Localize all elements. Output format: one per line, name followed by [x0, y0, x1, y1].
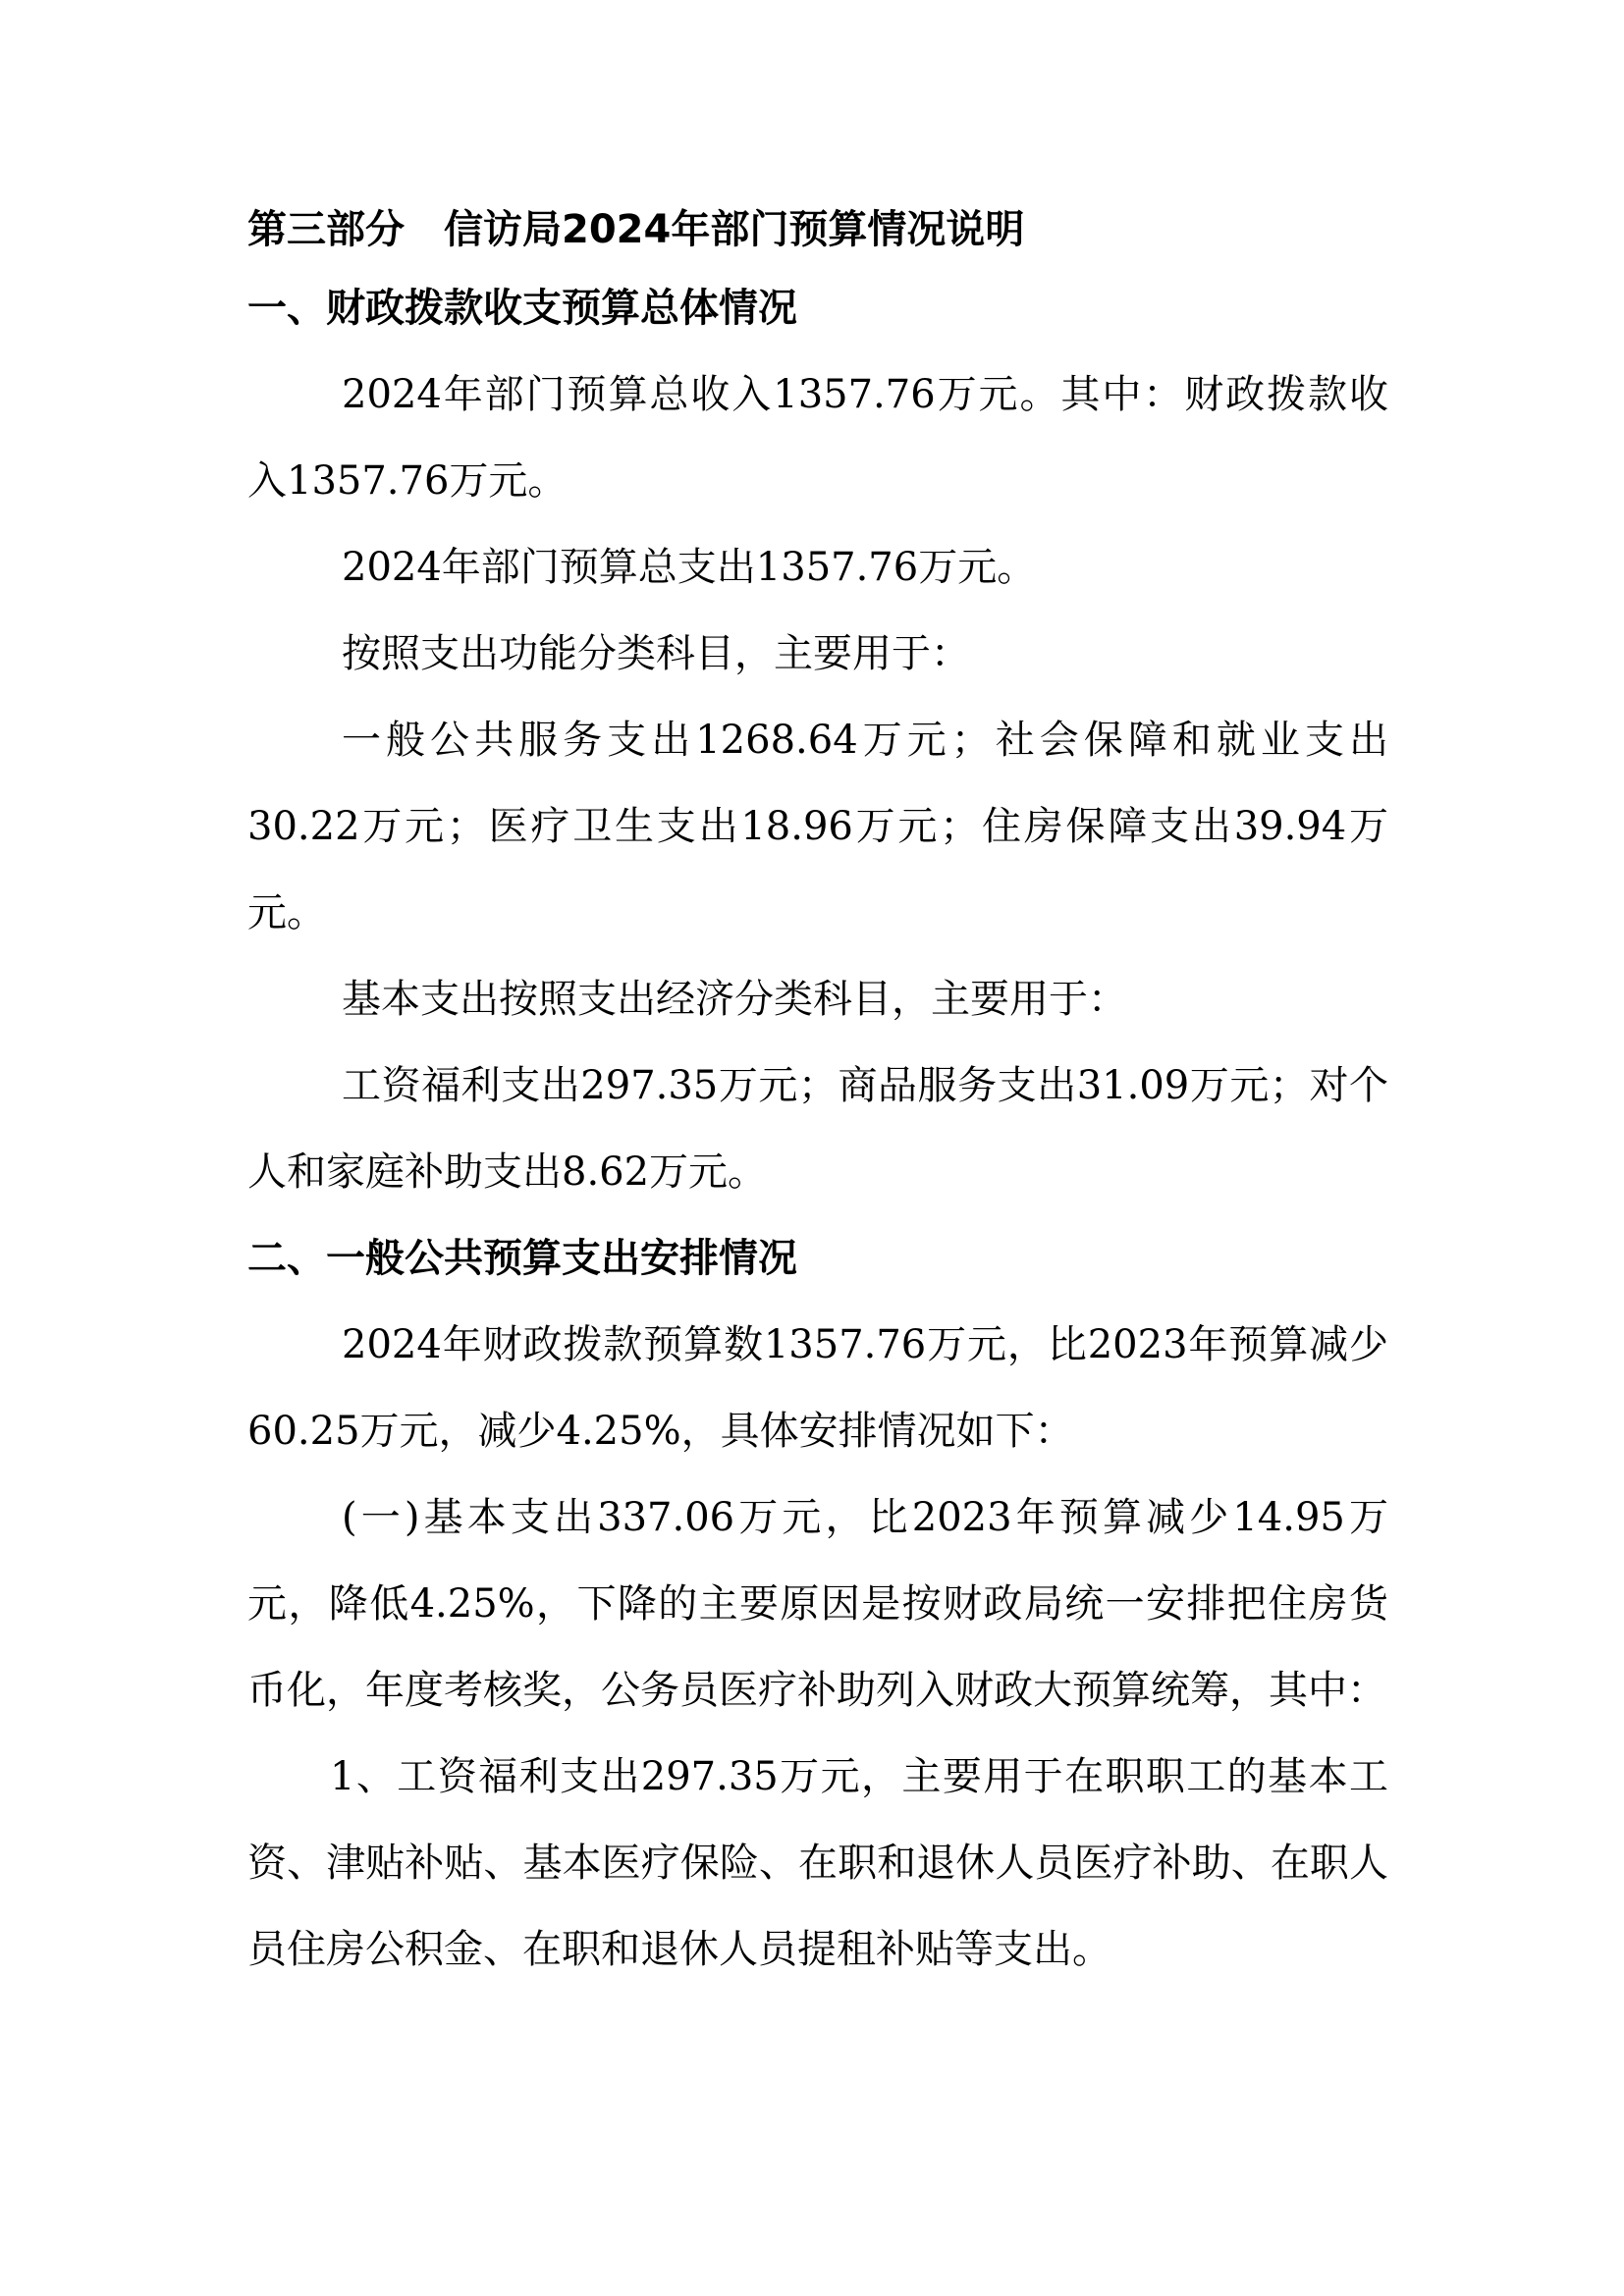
section-heading-1: 一、财政拨款收支预算总体情况	[247, 286, 797, 331]
title-main-text: 信访局2024年部门预算情况说明	[444, 207, 1025, 252]
paragraph-economic-intro: 基本支出按照支出经济分类科目，主要用于：	[342, 977, 1127, 1022]
paragraph-functional-intro: 按照支出功能分类科目，主要用于：	[342, 631, 970, 676]
paragraph-salary-welfare: 1、工资福利支出297.35万元，主要用于在职职工的基本工资、津贴补贴、基本医疗保险、在职和退休人员医疗补助、在职人员住房公积金、在职和退休人员提租补贴等支出。	[247, 1754, 1388, 1972]
paragraph-functional-breakdown: 一般公共服务支出1268.64万元；社会保障和就业支出30.22万元；医疗卫生支出18.96万元；住房保障支出39.94万元。	[247, 718, 1388, 935]
paragraph-total-income: 2024年部门预算总收入1357.76万元。其中：财政拨款收入1357.76万元。	[247, 372, 1388, 504]
document-page	[247, 208, 1388, 1993]
paragraph-appropriation-total: 2024年财政拨款预算数1357.76万元，比2023年预算减少60.25万元，减少4.25%，具体安排情况如下：	[247, 1322, 1388, 1454]
paragraph-economic-breakdown: 工资福利支出297.35万元；商品服务支出31.09万元；对个人和家庭补助支出8.62万元。	[247, 1063, 1388, 1195]
paragraph-basic-expense: (一)基本支出337.06万元，比2023年预算减少14.95万元，降低4.25%，下降的主要原因是按财政局统一安排把住房货币化，年度考核奖，公务员医疗补助列入财政大预算统筹，其中：	[247, 1495, 1388, 1713]
section-heading-2: 二、一般公共预算支出安排情况	[247, 1236, 797, 1281]
paragraph-total-expense: 2024年部门预算总支出1357.76万元。	[342, 545, 1037, 590]
document-title	[247, 208, 1388, 265]
title-part-label: 第三部分	[247, 207, 405, 252]
